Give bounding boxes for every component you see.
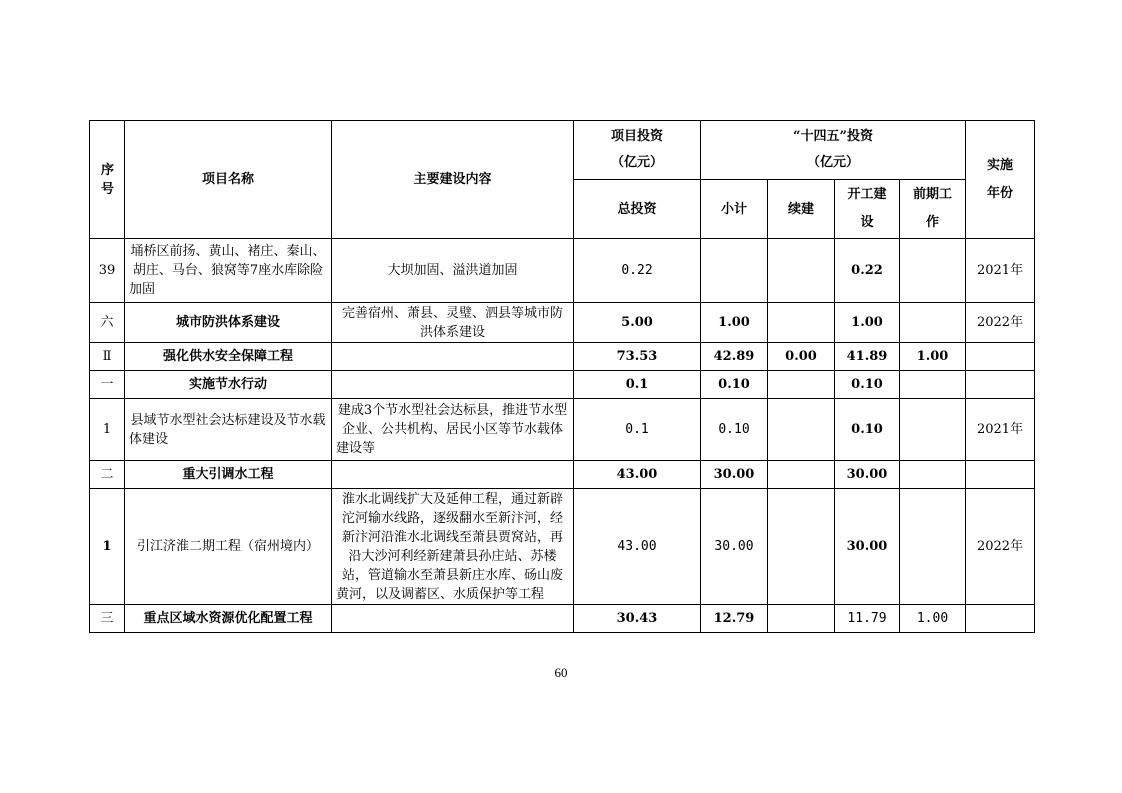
row-pre: 1.00: [900, 343, 966, 371]
row-new: 11.79: [835, 605, 900, 633]
row-total: 0.1: [574, 371, 701, 399]
row-seq: Ⅱ: [90, 343, 125, 371]
table-row: [90, 489, 1035, 605]
header-plan-line1: “十四五”投资: [793, 129, 873, 144]
row-content: 完善宿州、萧县、灵璧、泗县等城市防洪体系建设: [332, 303, 574, 343]
header-new-line2: 设: [860, 215, 874, 230]
row-subtotal: 30.00: [701, 489, 768, 605]
header-invest-line1: 项目投资: [610, 129, 663, 144]
row-name: 埇桥区前扬、黄山、褚庄、秦山、胡庄、马台、狼窝等7座水库除险加固: [125, 239, 332, 303]
row-seq: 1: [90, 399, 125, 461]
row-name: 强化供水安全保障工程: [125, 343, 332, 371]
row-subtotal: 12.79: [701, 605, 768, 633]
row-continuing: [768, 461, 835, 489]
header-continuing: 续建: [768, 180, 835, 239]
table-row: [90, 461, 1035, 489]
header-year-line2: 年份: [987, 185, 1014, 201]
row-seq: 39: [90, 239, 125, 303]
row-seq: 一: [90, 371, 125, 399]
row-content: [332, 371, 574, 399]
row-continuing: [768, 239, 835, 303]
table-row: [90, 343, 1035, 371]
header-plan: [701, 121, 966, 180]
row-pre: [900, 239, 966, 303]
row-year: 2022年: [966, 489, 1035, 605]
row-seq: 三: [90, 605, 125, 633]
row-new: 30.00: [835, 489, 900, 605]
investment-table: [89, 120, 1035, 633]
row-subtotal: 30.00: [701, 461, 768, 489]
header-total: 总投资: [574, 180, 701, 239]
row-year: [966, 605, 1035, 633]
row-pre: 1.00: [900, 605, 966, 633]
row-continuing: [768, 489, 835, 605]
row-total: 0.22: [574, 239, 701, 303]
table-row: [90, 239, 1035, 303]
row-year: 2021年: [966, 239, 1035, 303]
row-content: 淮水北调线扩大及延伸工程，通过新辟沱河输水线路，逐级翻水至新汴河，经新汴河沿淮水北调线至萧县贾窝站，再沿大沙河利经新建萧县孙庄站、苏楼站，管道输水至萧县新庄水库、砀山废黄河，以及调蓄区、水质保护等工程: [332, 489, 574, 605]
row-seq: 二: [90, 461, 125, 489]
header-new: [835, 180, 900, 239]
row-new: 0.10: [835, 399, 900, 461]
header-year-line1: 实施: [987, 157, 1014, 173]
header-invest-line2: （亿元）: [610, 155, 663, 170]
row-name: 实施节水行动: [125, 371, 332, 399]
row-name: 重点区域水资源优化配置工程: [125, 605, 332, 633]
row-year: [966, 371, 1035, 399]
row-content: [332, 343, 574, 371]
row-seq: 1: [90, 489, 125, 605]
row-continuing: [768, 371, 835, 399]
row-year: [966, 461, 1035, 489]
row-content: [332, 605, 574, 633]
row-subtotal: 42.89: [701, 343, 768, 371]
row-total: 43.00: [574, 461, 701, 489]
header-seq: 序号: [90, 121, 125, 239]
row-pre: [900, 489, 966, 605]
header-content: 主要建设内容: [332, 121, 574, 239]
table-row: [90, 605, 1035, 633]
row-year: 2021年: [966, 399, 1035, 461]
row-total: 73.53: [574, 343, 701, 371]
row-new: 1.00: [835, 303, 900, 343]
row-name: 县域节水型社会达标建设及节水载体建设: [125, 399, 332, 461]
row-content: 建成3个节水型社会达标县，推进节水型企业、公共机构、居民小区等节水载体建设等: [332, 399, 574, 461]
header-invest: [574, 121, 701, 180]
row-continuing: [768, 399, 835, 461]
row-subtotal: [701, 239, 768, 303]
row-new: 41.89: [835, 343, 900, 371]
row-continuing: 0.00: [768, 343, 835, 371]
row-name: 城市防洪体系建设: [125, 303, 332, 343]
table-header-row: [90, 121, 1035, 180]
table-row: [90, 303, 1035, 343]
row-total: 30.43: [574, 605, 701, 633]
row-pre: [900, 399, 966, 461]
row-new: 0.10: [835, 371, 900, 399]
row-pre: [900, 303, 966, 343]
header-subtotal: 小计: [701, 180, 768, 239]
row-content: 大坝加固、溢洪道加固: [332, 239, 574, 303]
header-pre-line2: 作: [926, 215, 940, 230]
table-row: [90, 371, 1035, 399]
row-pre: [900, 461, 966, 489]
row-pre: [900, 371, 966, 399]
header-year: [966, 121, 1035, 239]
row-new: 0.22: [835, 239, 900, 303]
row-subtotal: 0.10: [701, 399, 768, 461]
row-content: [332, 461, 574, 489]
row-year: 2022年: [966, 303, 1035, 343]
row-total: 43.00: [574, 489, 701, 605]
header-new-line1: 开工建: [847, 187, 887, 202]
row-subtotal: 1.00: [701, 303, 768, 343]
table-row: [90, 399, 1035, 461]
row-new: 30.00: [835, 461, 900, 489]
header-pre: [900, 180, 966, 239]
row-total: 5.00: [574, 303, 701, 343]
page-number: 60: [554, 665, 568, 680]
row-continuing: [768, 303, 835, 343]
header-plan-line2: （亿元）: [807, 155, 860, 170]
row-continuing: [768, 605, 835, 633]
header-pre-line1: 前期工: [913, 187, 953, 202]
row-name: 引江济淮二期工程（宿州境内）: [125, 489, 332, 605]
row-subtotal: 0.10: [701, 371, 768, 399]
header-name: 项目名称: [125, 121, 332, 239]
row-name: 重大引调水工程: [125, 461, 332, 489]
row-seq: 六: [90, 303, 125, 343]
row-total: 0.1: [574, 399, 701, 461]
row-year: [966, 343, 1035, 371]
